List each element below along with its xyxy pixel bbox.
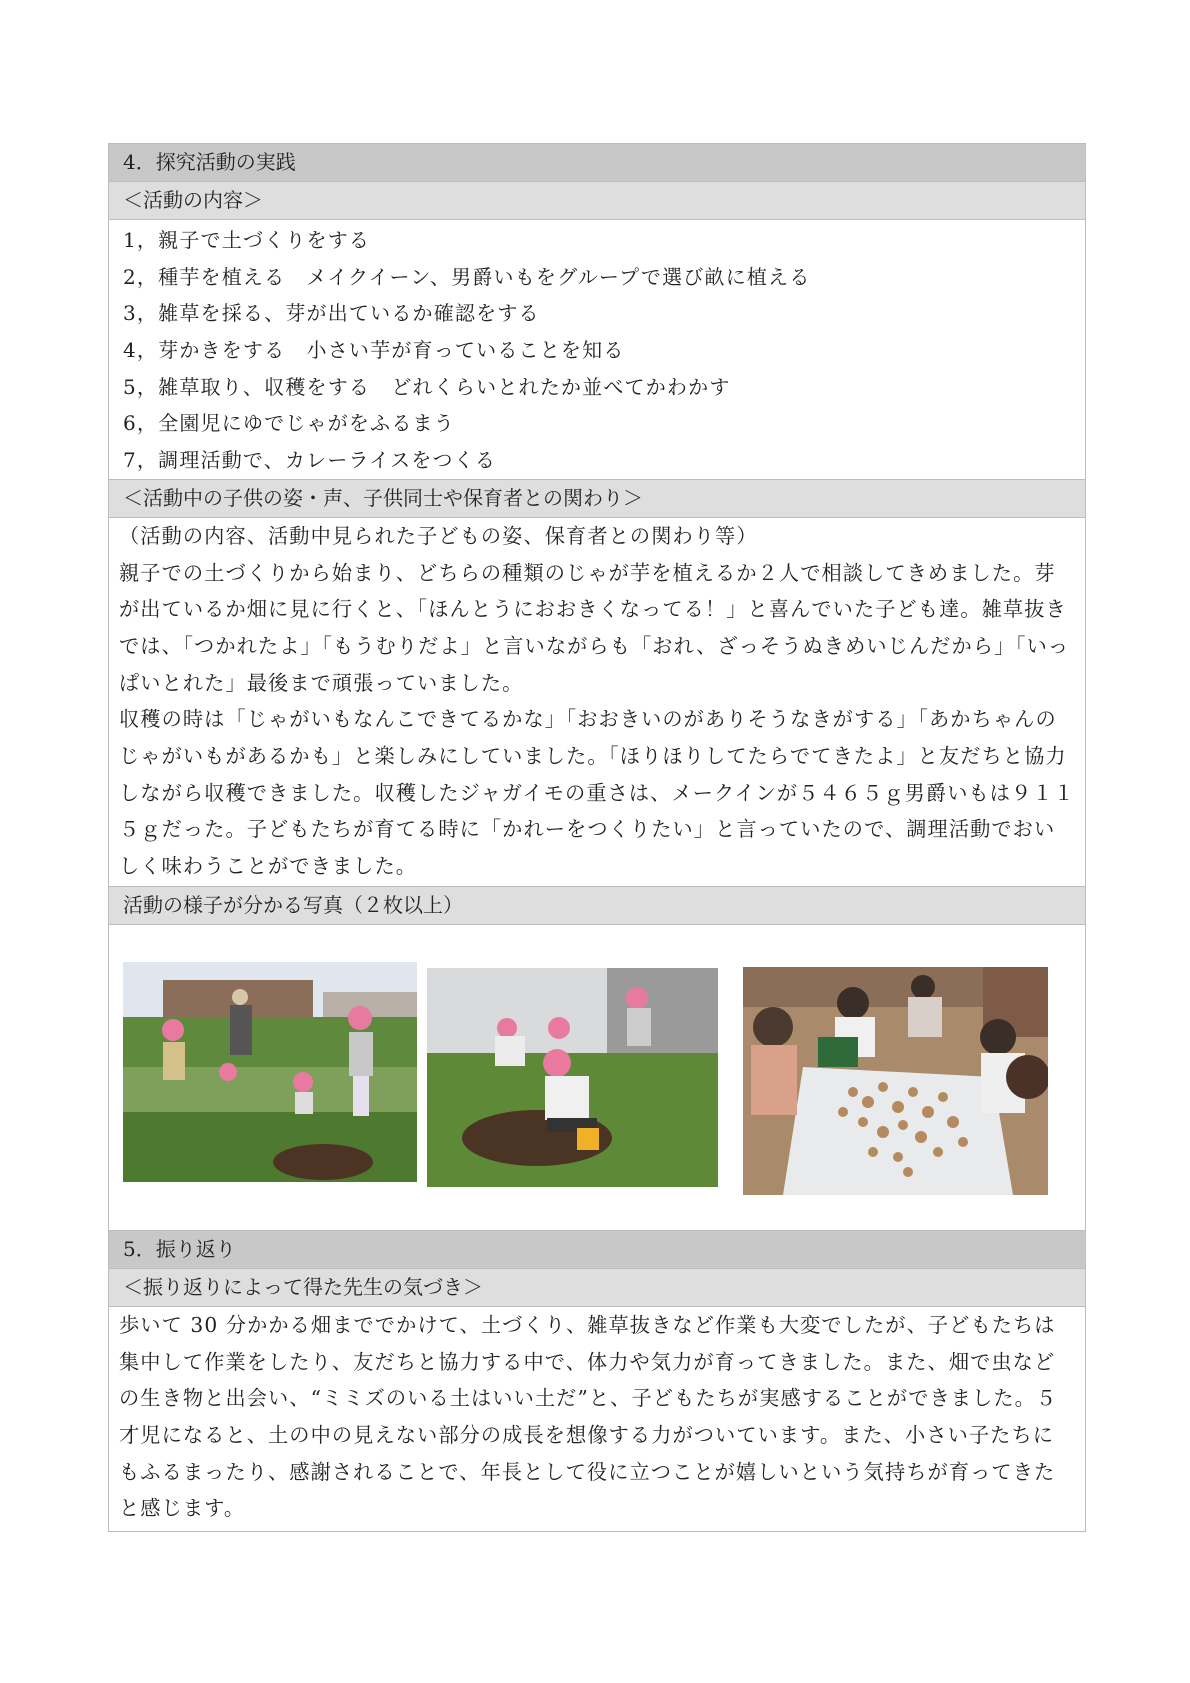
insight-header: ＜振り返りによって得た先生の気づき＞ (109, 1269, 1085, 1307)
list-item: 5，雑草取り、収穫をする どれくらいとれたか並べてかわかす (123, 374, 731, 399)
list-item: 6，全園児にゆでじゃがをふるまう (123, 411, 455, 436)
children-note: （活動の内容、活動中見られた子どもの姿、保育者との関わり等） (119, 523, 758, 548)
activity-content-header: ＜活動の内容＞ (109, 182, 1085, 220)
list-item: 3，雑草を採る、芽が出ているか確認をする (123, 301, 540, 326)
section5-title: 5．振り返り (109, 1231, 1085, 1269)
photo-field-weeding (123, 962, 417, 1182)
children-paragraph-2: 収穫の時は「じゃがいもなんこできてるかな」「おおきいのがありそうなきがする」「あかちゃんのじゃがいもがあるかも」と楽しみにしていました。「ほりほりしてたらでてきたよ」と友だちと協力しながら収穫できました。収穫したジャガイモの重さは、メークインが５４６５ｇ男爵いもは９１１５ｇだった。子どもたちが育てる時に「かれーをつくりたい」と言っていたので、調理活動でおいしく味わうことができました。 (119, 707, 1075, 879)
activity-list (109, 220, 1085, 480)
list-item: 2，種芋を植える メイクイーン、男爵いもをグループで選び畝に植える (123, 264, 811, 289)
children-header: ＜活動中の子供の姿・声、子供同士や保育者との関わり＞ (109, 480, 1085, 518)
children-paragraph-1: 親子での土づくりから始まり、どちらの種類のじゃが芋を植えるか２人で相談してきめました。芽が出ているか畑に見に行くと、「ほんとうにおおきくなってる！」と喜んでいた子ども達。雑草抜きでは、「つかれたよ」「もうむりだよ」と言いながらも「おれ、ざっそうぬきめいじんだから」「いっぱいとれた」最後まで頑張っていました。 (119, 560, 1070, 695)
photo-field-digging (427, 968, 718, 1187)
photos-area (109, 925, 1085, 1231)
insight-description (109, 1307, 1085, 1531)
report-table (108, 143, 1086, 1532)
section4-title: 4．探究活動の実践 (109, 144, 1085, 182)
photo-potatoes-drying (743, 967, 1048, 1195)
list-item: 4，芽かきをする 小さい芋が育っていることを知る (123, 338, 625, 363)
children-description (109, 518, 1085, 887)
list-item: 1，親子で土づくりをする (123, 228, 371, 252)
photos-header: 活動の様子が分かる写真（２枚以上） (109, 887, 1085, 925)
insight-paragraph: 歩いて 30 分かかる畑まででかけて、土づくり、雑草抜きなど作業も大変でしたが、子どもたちは集中して作業をしたり、友だちと協力する中で、体力や気力が育ってきました。また、畑で虫などの生き物と出会い、“ミミズのいる土はいい土だ”と、子どもたちが実感することができました。５才児になると、土の中の見えない部分の成長を想像する力がついています。また、小さい子たちにもふるまったり、感謝されることで、年長として役に立つことが嬉しいという気持ちが育ってきたと感じます。 (119, 1312, 1058, 1521)
list-item: 7，調理活動で、カレーライスをつくる (123, 448, 497, 473)
